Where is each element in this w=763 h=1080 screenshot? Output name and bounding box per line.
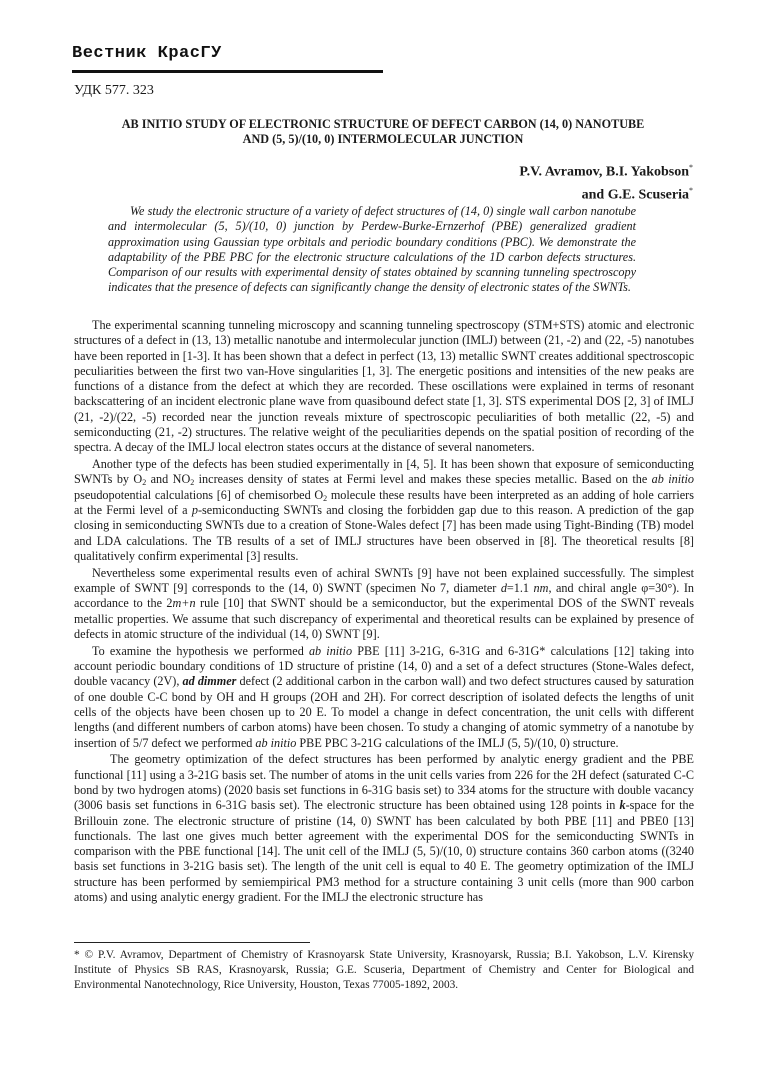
footnote: * © P.V. Avramov, Department of Chemistry of Krasnoyarsk State University, Krasnoyarsk, Russia; B.I. Yakobson, L.V. Kirensky Institute of Physics SB RAS, Krasnoyarsk, Russia; G.E. Scuseria, Department of Chemistry and Center for Biological and Environmental Nanotechnology, Rice University, Houston, Texas 77005-1892, 2003. bbox=[74, 949, 694, 991]
journal-title: Вестник КрасГУ bbox=[72, 44, 222, 63]
paragraph-3: Nevertheless some experimental results even of achiral SWNTs [9] have not been explained successfully. The simplest example of SWNT [9] corresponds to the (14, 0) SWNT (specimen No 7, diameter d=1.1 nm, and chiral angle φ=30°). In accordance to the 2m+n rule [10] that SWNT should be a semiconductor, but the experimental DOS of the SWNT reveals metallic properties. We assume that such discrepancy of experimental and theoretical results can be explained by presence of defects in atomic structure of the individual (14, 0) SWNT [9]. bbox=[74, 565, 694, 641]
title-line-2: AND (5, 5)/(10, 0) INTERMOLECULAR JUNCTION bbox=[242, 132, 524, 146]
paragraph-1: The experimental scanning tunneling microscopy and scanning tunneling spectroscopy (STM+STS) atomic and electronic structures of a defect in (13, 13) metallic nanotube and intermolecular junction (IMLJ) between (21, -2) and (22, -5) nanotubes have been reported in [1-3]. It has been shown that a defect in perfect (13, 13) metallic SWNT creates additional spectroscopic peculiarities between the first two van-Hove singularities [1, 3]. The energetic positions and intensities of the new peaks are functions of a distance from the defect at which they are recorded. These oscillations were explained in terms of resonant backscattering of an incident electronic plane wave from quasibound defect state [1, 3]. STS experimental DOS [2, 3] of IMLJ (21, -2)/(22, -5) recorded near the junction reveals mixture of spectroscopic peculiarities of both metallic (22, -5) and semiconducting (21, -2) structures. The relative weight of the peculiarities depends on the spatial position of recording of the spectra. A decay of the IMLJ local electron states occurs at the distance of several nanometers. bbox=[74, 318, 694, 455]
udc-code: УДК 577. 323 bbox=[74, 83, 154, 98]
paragraph-2: Another type of the defects has been studied experimentally in [4, 5]. It has been shown that exposure of semiconducting SWNTs by $O_2$ and $NO_2$ increases density of states at Fermi level and makes these species metallic. Based on the ab initio pseudopotential calculations [6] of chemisorbed $O_2$ molecule these results have been interpreted as an adding of hole carriers at the Fermi level of a p-semiconducting SWNTs and closing the forbidden gap due to this reason. A prediction of the gap closing in semiconducting SWNTs due to a creation of Stone-Wales defect [7] has been made using Tight-Binding (TB) model and LDA calculations. The TB results of a set of IMLJ structures have been observed in [8]. The theoretical results [8] qualitatively confirm experimental [3] results. bbox=[74, 457, 694, 563]
author-footnote-mark: * bbox=[689, 163, 693, 172]
authors-line-1: P.V. Avramov, B.I. Yakobson bbox=[519, 164, 689, 180]
paragraph-4: To examine the hypothesis we performed ab initio PBE [11] 3-21G, 6-31G and 6-31G* calculations [12] taking into account periodic boundary conditions of 1D structure of pristine (14, 0) and a set of a defect structures (Stone-Wales defect, double vacancy (2V), ad dimmer defect (2 additional carbon in the carbon wall) and two defect structures caused by saturation of one double C-C bond by OH and H groups (2OH and 2H). For correct description of isolated defects the lengths of unit cells of the objects have been chosen up to 20 E. To model a change in defect concentration, the unit cells with different lengths (and different numbers of carbon atoms) have been chosen. To study a changing of atomic symmetry of a nanotube by insertion of 5/7 defect we performed ab initio PBE PBC 3-21G calculations of the IMLJ (5, 5)/(10, 0) structure. bbox=[74, 643, 695, 750]
footnote-rule bbox=[74, 942, 310, 943]
article-body bbox=[74, 318, 694, 907]
paragraph-5: The geometry optimization of the defect structures has been performed by analytic energy gradient and the PBE functional [11] using a 3-21G basis set. The number of atoms in the unit cells varies from 226 for the 2H defect (saturated C-C bond by two hydrogen atoms) (2020 basis set functions in 6-31G basis set) to 334 atoms for the structure with double vacancy (3006 basis set functions in 6-31G basis set). The electronic structure has been obtained using 128 points in k-space for the Brillouin zone. The electronic structure of pristine (14, 0) SWNT has been calculated by both PBE [11] and PBE0 [13] functionals. The last one gives much better agreement with the experimental DOS for the semiconducting SWNTs in comparison with the PBE functional [14]. The unit cell of the IMLJ (5, 5)/(10, 0) structure contains 360 carbon atoms ((3240 basis set functions in 3-21G basis set). The length of the unit cell is equal to 40 E. The geometry optimization of the IMLJ structure has been performed by semiempirical PM3 method for a structure containing 3 unit cells (more than 900 carbon atoms) and using analytic energy gradient. For the IMLJ the electronic structure has bbox=[74, 752, 694, 904]
abstract: We study the electronic structure of a variety of defect structures of (14, 0) single wall carbon nanotube and intermolecular (5, 5)/(10, 0) junction by Perdew-Burke-Ernzerhof (PBE) generalized gradient approximation using Gaussian type orbitals and periodic boundary conditions (PBC). We demonstrate the adaptability of the PBE PBC for the electronic structure calculations of the 1D carbon defects structures. Comparison of our results with experimental density of states obtained by scanning tunneling spectroscopy indicates that the presence of defects can significantly change the density of electronic states of the SWNTs. bbox=[108, 204, 636, 295]
authors bbox=[519, 159, 693, 204]
title-line-1: AB INITIO STUDY OF ELECTRONIC STRUCTURE OF DEFECT CARBON (14, 0) NANOTUBE bbox=[121, 117, 645, 131]
header-rule bbox=[72, 70, 383, 73]
paper-title bbox=[74, 117, 692, 147]
author-footnote-mark: * bbox=[689, 185, 693, 195]
authors-line-2: and G.E. Scuseria bbox=[581, 187, 689, 203]
